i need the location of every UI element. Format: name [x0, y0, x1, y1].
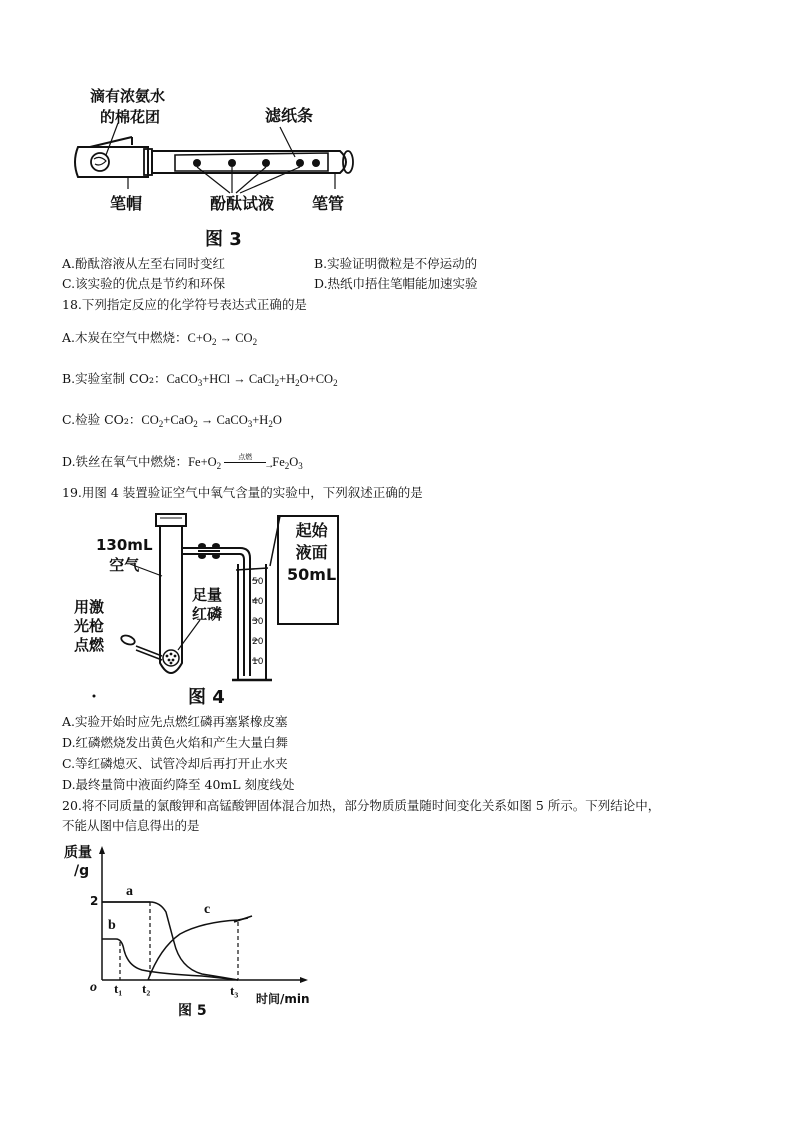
- q18-option-a: [62, 329, 257, 351]
- air-volume: 130mL: [96, 536, 153, 554]
- start-level-line3: 50mL: [287, 565, 337, 584]
- y-axis-label-line2: /g: [74, 863, 90, 879]
- q18-option-c-label: C.检验 CO₂：: [62, 412, 142, 427]
- laser-label: [74, 598, 104, 655]
- q17-option-d: D.热纸巾捂住笔帽能加速实验: [314, 276, 478, 291]
- curve-a: [102, 902, 238, 980]
- t1-label: t₁: [114, 981, 123, 996]
- t3-label: t₃: [230, 983, 239, 998]
- q18-option-b: [62, 370, 338, 392]
- q19-stem: 19.用图 4 装置验证空气中氧气含量的实验中，下列叙述正确的是: [62, 485, 423, 500]
- tick-10: 10: [252, 657, 264, 667]
- q19-option-c: C.等红磷熄灭、试管冷却后再打开止水夹: [62, 756, 288, 771]
- filter-paper-label: 滤纸条: [265, 106, 314, 125]
- phosphorus-line2: 红磷: [192, 605, 223, 623]
- figure-5-caption: 图 5: [178, 1003, 207, 1019]
- laser-line3: 点燃: [74, 636, 105, 654]
- q18-option-b-formula: CaCO$_3$+HCl → $CaCl_2+H_2O+CO_2$: [166, 372, 338, 388]
- q18-option-d: [62, 453, 303, 475]
- tick-50: 50: [252, 577, 264, 587]
- curve-c-label: c: [204, 902, 211, 917]
- start-level-label: [287, 520, 336, 586]
- phenolphthalein-label: 酚酞试液: [210, 194, 275, 213]
- cylinder-scale: [252, 572, 263, 672]
- pen-tube-label: 笔管: [312, 194, 345, 213]
- cotton-label-line2: 的棉花团: [100, 108, 161, 126]
- curve-b-label: b: [108, 918, 116, 933]
- start-level-line2: 液面: [295, 543, 328, 562]
- figure-3-caption: 图 3: [205, 229, 242, 250]
- laser-line2: 光枪: [74, 617, 105, 635]
- laser-line1: 用激: [74, 598, 105, 616]
- figure-5: [62, 842, 332, 1022]
- q19-option-b: D.红磷燃烧发出黄色火焰和产生大量白舞: [62, 735, 289, 750]
- q17-option-c: C.该实验的优点是节约和环保: [62, 276, 226, 291]
- q20-stem-line1: 20.将不同质量的氯酸钾和高锰酸钾固体混合加热，部分物质质量随时间变化关系如图 5 所示。下列结论中，: [62, 798, 661, 813]
- cotton-label-line1: 滴有浓氨水: [90, 87, 166, 105]
- curve-c: [148, 918, 248, 980]
- origin-label: o: [90, 980, 97, 995]
- start-level-line1: 起始: [295, 521, 328, 540]
- air-label: [96, 536, 153, 575]
- phosphorus-line1: 足量: [192, 586, 223, 604]
- q17-option-a: A.酚酞溶液从左至右同时变红: [62, 256, 226, 271]
- y-tick-2: 2: [90, 894, 99, 908]
- q20-stem-line2: 不能从图中信息得出的是: [62, 818, 200, 833]
- q17-option-b: B.实验证明微粒是不停运动的: [314, 256, 478, 271]
- cotton-label: [90, 85, 165, 127]
- phosphorus-label: [192, 586, 222, 624]
- q19-option-d: D.最终量筒中液面约降至 40mL 刻度线处: [62, 777, 295, 792]
- ignite-arrow: 点燃 →: [224, 457, 272, 469]
- y-axis-label-line1: 质量: [64, 845, 92, 861]
- tick-30: 30: [252, 617, 264, 627]
- tick-40: 40: [252, 597, 264, 607]
- curve-a-label: a: [126, 884, 133, 899]
- q18-stem: 18.下列指定反应的化学符号表达式正确的是: [62, 297, 307, 312]
- pen-cap-label: 笔帽: [110, 194, 143, 213]
- figure-4-caption: 图 4: [188, 687, 225, 708]
- q18-option-c-formula: $CO_2+CaO_2$ → $CaCO_3+H_2O$: [141, 413, 282, 429]
- ignite-condition: 点燃: [238, 453, 253, 462]
- y-axis-label: [64, 844, 92, 880]
- q18-option-d-label: D.铁丝在氧气中燃烧：: [62, 454, 189, 469]
- q18-option-a-label: A.木炭在空气中燃烧：: [62, 330, 188, 345]
- figure-4: [70, 508, 350, 708]
- q18-option-d-formula: $Fe+O_2$ 点燃 → $Fe_2O_3$: [188, 455, 303, 469]
- curve-b: [102, 939, 238, 980]
- q18-option-c: [62, 411, 282, 433]
- air-text: 空气: [109, 556, 140, 574]
- figure-3: [70, 85, 370, 255]
- tick-20: 20: [252, 637, 264, 647]
- q19-option-a: A.实验开始时应先点燃红磷再塞紧橡皮塞: [62, 714, 288, 729]
- q18-option-a-formula: $C+O_2 \to CO_2$: [187, 331, 258, 347]
- x-axis-label: 时间/min: [256, 992, 310, 1006]
- q18-option-b-label: B.实验室制 CO₂：: [62, 371, 167, 386]
- t2-label: t₂: [142, 981, 151, 996]
